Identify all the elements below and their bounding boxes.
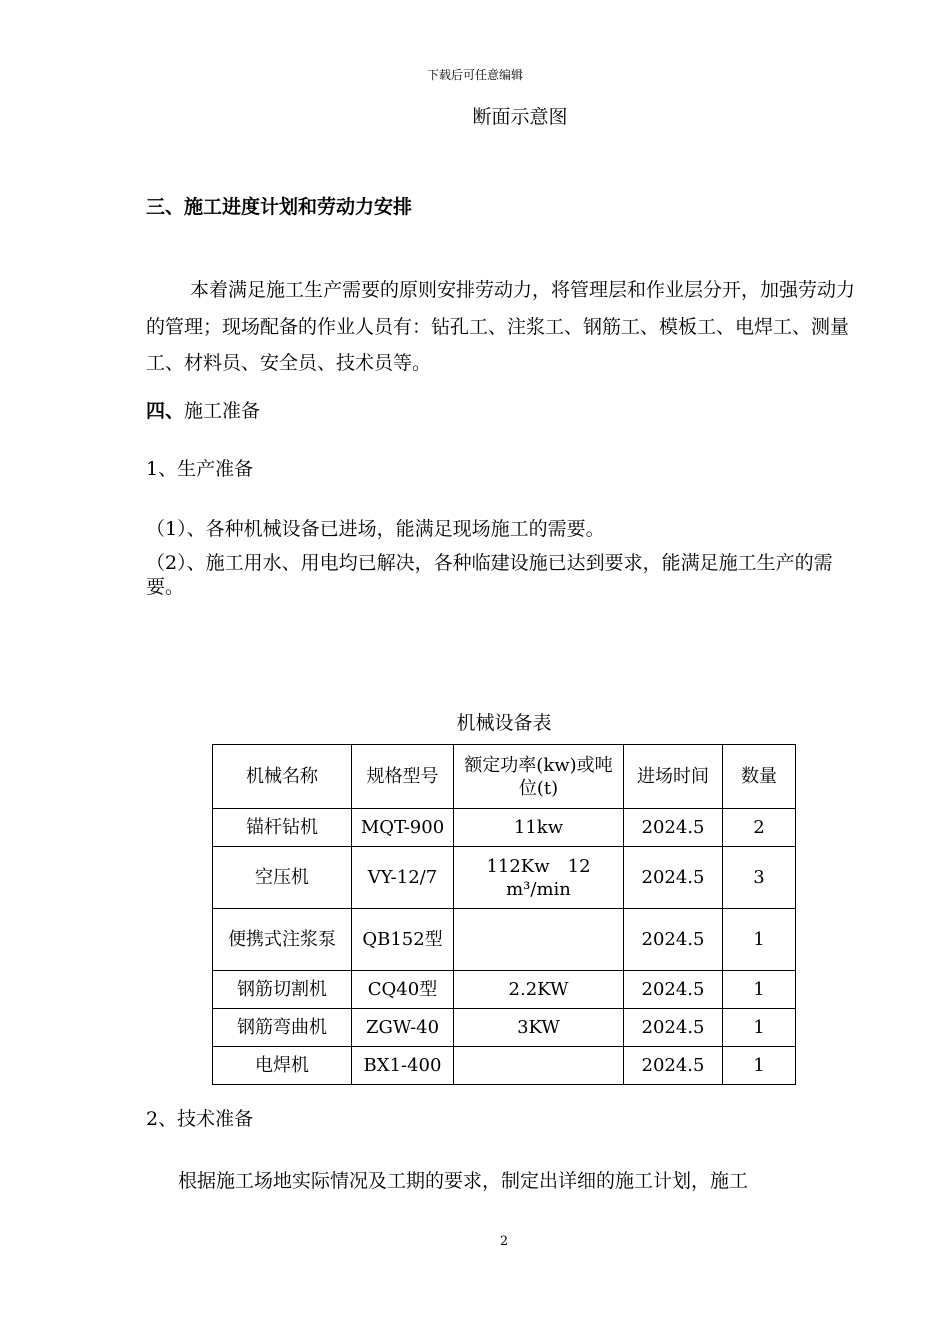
header-cell: 数量 <box>723 745 796 809</box>
header-cell: 机械名称 <box>213 745 352 809</box>
table-cell: 1 <box>723 1009 796 1047</box>
table-cell: 锚杆钻机 <box>213 809 352 847</box>
table-header-row <box>213 745 796 809</box>
table-cell: 1 <box>723 1047 796 1085</box>
table-cell: 2.2KW <box>454 971 624 1009</box>
header-cell: 额定功率(kw)或吨位(t) <box>454 745 624 809</box>
table-cell: 1 <box>723 909 796 971</box>
table-row <box>213 971 796 1009</box>
section-3-paragraph: 本着满足施工生产需要的原则安排劳动力，将管理层和作业层分开，加强劳动力的管理；现场配备的作业人员有：钻孔工、注浆工、钢筋工、模板工、电焊工、测量工、材料员、安全员、技术员等。 <box>146 279 856 374</box>
list-item: （1）、各种机械设备已进场，能满足现场施工的需要。 <box>146 518 605 540</box>
table-cell: 3KW <box>454 1009 624 1047</box>
table-cell: MQT-900 <box>352 809 454 847</box>
subsection-technical-prep: 2、技术准备 <box>146 1108 254 1130</box>
table-cell: 112Kw 12 m³/min <box>454 847 624 909</box>
table-cell: 钢筋弯曲机 <box>213 1009 352 1047</box>
table-cell <box>454 1047 624 1085</box>
page-header: 下载后可任意编辑 <box>426 68 523 82</box>
table-cell: 1 <box>723 971 796 1009</box>
table-caption: 机械设备表 <box>456 712 552 734</box>
table-cell <box>454 909 624 971</box>
table-cell: 空压机 <box>213 847 352 909</box>
table-cell: 2024.5 <box>624 809 723 847</box>
table-cell: QB152型 <box>352 909 454 971</box>
section-4-title: 施工准备 <box>184 400 261 422</box>
header-cell: 进场时间 <box>624 745 723 809</box>
section-4-heading <box>146 396 260 423</box>
table-cell: 便携式注浆泵 <box>213 909 352 971</box>
section-4-number: 四、 <box>146 400 185 422</box>
figure-caption: 断面示意图 <box>472 106 568 128</box>
table-cell: 电焊机 <box>213 1047 352 1085</box>
table-row <box>213 1047 796 1085</box>
equipment-table <box>212 744 796 1085</box>
table-cell: 2024.5 <box>624 1047 723 1085</box>
table-cell: ZGW-40 <box>352 1009 454 1047</box>
table-cell: 2024.5 <box>624 847 723 909</box>
table-cell: 2 <box>723 809 796 847</box>
table-cell: 钢筋切割机 <box>213 971 352 1009</box>
table-cell: 3 <box>723 847 796 909</box>
table-row <box>213 847 796 909</box>
subsection-production-prep: 1、生产准备 <box>146 458 254 480</box>
table-cell: 2024.5 <box>624 971 723 1009</box>
table-cell: 2024.5 <box>624 1009 723 1047</box>
page-number: 2 <box>499 1234 509 1249</box>
header-cell: 规格型号 <box>352 745 454 809</box>
table-cell: CQ40型 <box>352 971 454 1009</box>
table-row <box>213 909 796 971</box>
table-cell: 11kw <box>454 809 624 847</box>
table-row <box>213 1009 796 1047</box>
list-item: （2）、施工用水、用电均已解决，各种临建设施已达到要求，能满足施工生产的需要。 <box>146 552 833 598</box>
table-cell: BX1-400 <box>352 1047 454 1085</box>
table-row <box>213 809 796 847</box>
table-cell: VY-12/7 <box>352 847 454 909</box>
table-cell: 2024.5 <box>624 909 723 971</box>
section-3-heading: 三、施工进度计划和劳动力安排 <box>146 196 413 218</box>
technical-prep-paragraph: 根据施工场地实际情况及工期的要求，制定出详细的施工计划，施工 <box>178 1170 749 1192</box>
